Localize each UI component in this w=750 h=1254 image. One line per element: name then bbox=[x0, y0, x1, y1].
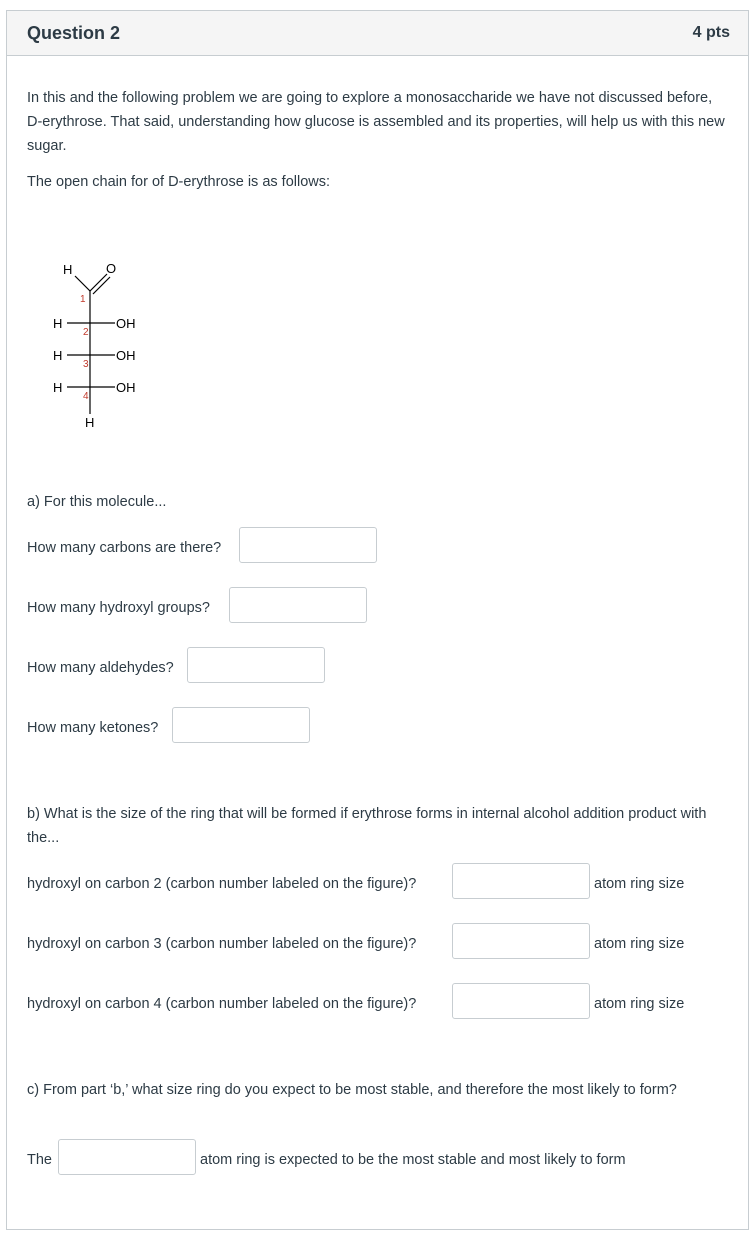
ketones-answer-input[interactable] bbox=[172, 707, 310, 743]
part-c-prefix: The bbox=[27, 1152, 52, 1168]
carbon3-ring-size-input[interactable] bbox=[452, 923, 590, 959]
part-a-heading: a) For this molecule... bbox=[27, 494, 167, 510]
ketones-question-label: How many ketones? bbox=[27, 720, 159, 736]
carbon-number-4: 4 bbox=[83, 391, 89, 402]
carbon4-ring-size-input[interactable] bbox=[452, 983, 590, 1019]
carbons-question-label: How many carbons are there? bbox=[27, 540, 222, 556]
c2-oh-label: OH bbox=[116, 316, 136, 331]
c3-oh-label: OH bbox=[116, 348, 136, 363]
intro-open-chain-text: The open chain for of D-erythrose is as follows: bbox=[27, 174, 331, 190]
aldehydes-answer-input[interactable] bbox=[187, 647, 325, 683]
c4-oh-label: OH bbox=[116, 380, 136, 395]
carbons-answer-input[interactable] bbox=[239, 527, 377, 563]
c3-h-label: H bbox=[53, 348, 63, 363]
carbon2-ring-size-input[interactable] bbox=[452, 863, 590, 899]
aldehyde-h-bond bbox=[75, 276, 90, 291]
carbon2-question-label: hydroxyl on carbon 2 (carbon number labeled on the figure)? bbox=[27, 876, 417, 892]
question-card bbox=[6, 10, 749, 1230]
carbon3-question-label: hydroxyl on carbon 3 (carbon number labeled on the figure)? bbox=[27, 936, 417, 952]
carbon4-suffix: atom ring size bbox=[594, 996, 685, 1012]
carbon4-question-label: hydroxyl on carbon 4 (carbon number labeled on the figure)? bbox=[27, 996, 417, 1012]
hydroxyl-answer-input[interactable] bbox=[229, 587, 367, 623]
carbon-number-2: 2 bbox=[83, 327, 89, 338]
part-b-heading: b) What is the size of the ring that will be formed if erythrose forms in internal alcohol addition product with the... bbox=[27, 806, 707, 846]
c4-h-label: H bbox=[53, 380, 63, 395]
aldehyde-h-label: H bbox=[63, 262, 73, 277]
intro-paragraph: In this and the following problem we are going to explore a monosaccharide we have not discussed before, D-erythrose. That said, understanding how glucose is assembled and its properties, will help us with this new sugar. bbox=[27, 90, 725, 154]
question-title: Question 2 bbox=[27, 22, 121, 43]
stable-ring-size-input[interactable] bbox=[58, 1139, 196, 1175]
carbon-number-1: 1 bbox=[80, 294, 86, 305]
carbon3-suffix: atom ring size bbox=[594, 936, 685, 952]
carbon2-suffix: atom ring size bbox=[594, 876, 685, 892]
carbon-number-3: 3 bbox=[83, 359, 89, 370]
c2-h-label: H bbox=[53, 316, 63, 331]
question-points: 4 pts bbox=[692, 24, 730, 41]
oxygen-label: O bbox=[106, 261, 117, 276]
part-c-suffix: atom ring is expected to be the most stable and most likely to form bbox=[200, 1152, 626, 1168]
hydroxyl-question-label: How many hydroxyl groups? bbox=[27, 600, 210, 616]
erythrose-structure-figure bbox=[27, 216, 167, 436]
aldehydes-question-label: How many aldehydes? bbox=[27, 660, 174, 676]
question-header bbox=[7, 11, 748, 56]
terminal-h-label: H bbox=[85, 415, 95, 430]
part-c-heading: c) From part ‘b,’ what size ring do you expect to be most stable, and therefore the most likely to form? bbox=[27, 1082, 677, 1098]
